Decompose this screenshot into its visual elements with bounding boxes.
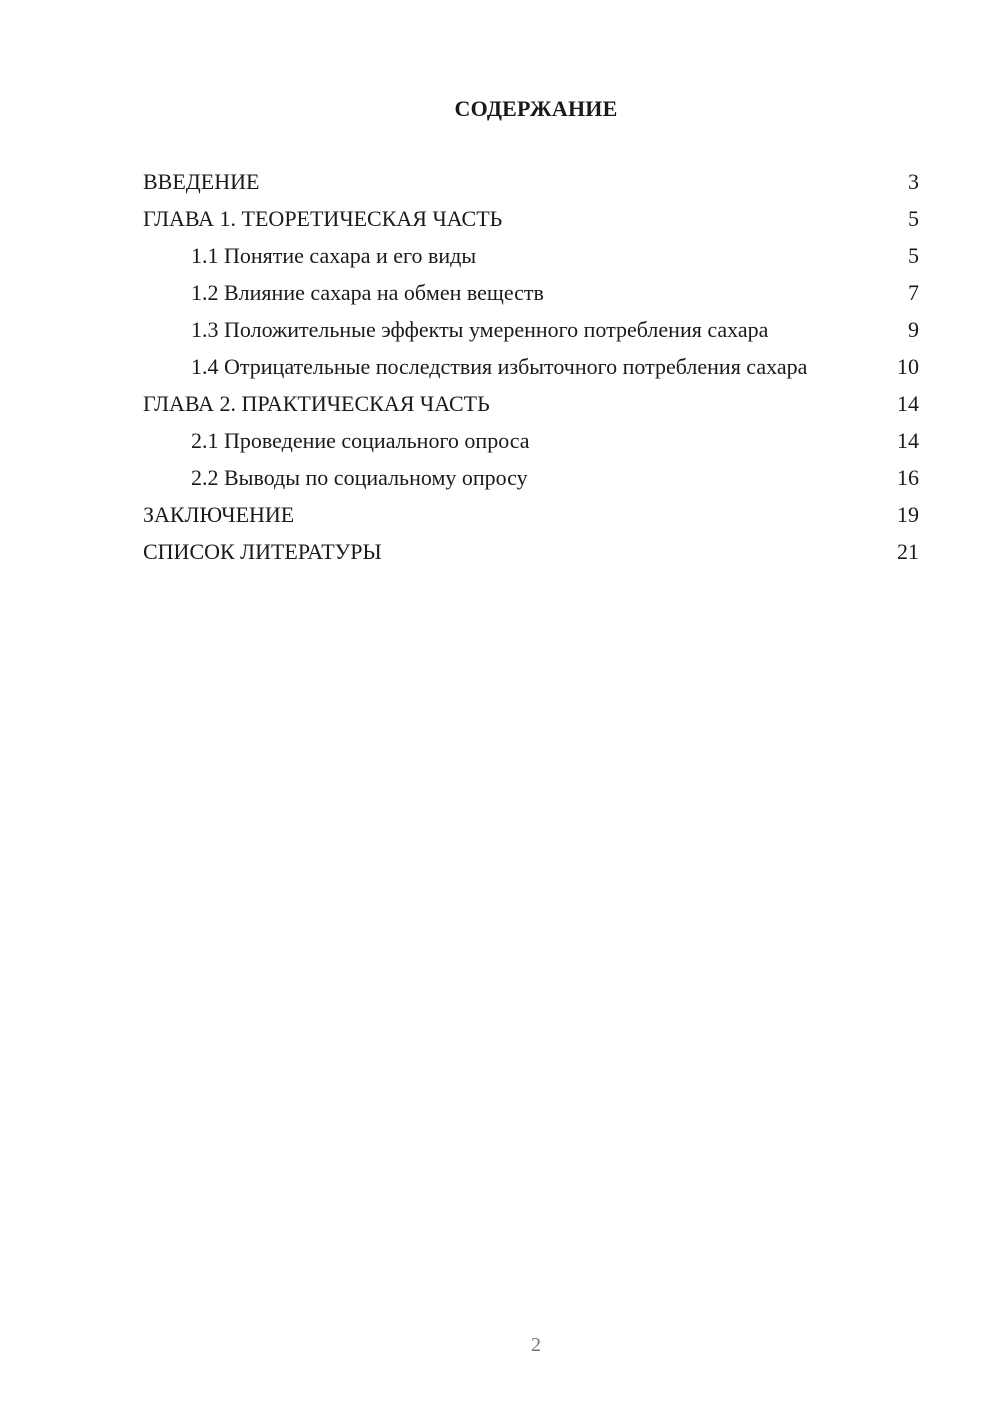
toc-entry-page: 7 — [908, 280, 919, 305]
toc-entry-page: 14 — [897, 391, 919, 416]
toc-entry-section-1-2 — [143, 279, 919, 306]
toc-entry-section-1-3 — [143, 316, 919, 343]
toc-entry-chapter-1 — [143, 205, 919, 232]
page-title: СОДЕРЖАНИЕ — [454, 96, 618, 121]
toc-entry-page: 3 — [908, 169, 919, 194]
toc-entry-page: 10 — [897, 354, 919, 379]
toc-entry-page: 5 — [908, 206, 919, 231]
toc-entry-label: 1.2 Влияние сахара на обмен веществ — [191, 280, 544, 305]
toc-entry-page: 21 — [897, 539, 919, 564]
toc-entry-bibliography — [143, 538, 919, 565]
toc-entry-page: 14 — [897, 428, 919, 453]
toc-entry-label: ВВЕДЕНИЕ — [143, 169, 260, 194]
toc-entry-label: СПИСОК ЛИТЕРАТУРЫ — [143, 539, 382, 564]
toc-entry-label: 1.3 Положительные эффекты умеренного потребления сахара — [191, 317, 769, 342]
toc-entry-label: 1.1 Понятие сахара и его виды — [191, 243, 477, 268]
toc-entry-conclusion — [143, 501, 919, 528]
toc-entry-section-1-4 — [143, 353, 919, 380]
toc-entry-label: 2.2 Выводы по социальному опросу — [191, 465, 528, 490]
toc-entry-introduction — [143, 168, 919, 195]
toc-entry-page: 19 — [897, 502, 919, 527]
toc-entry-page: 9 — [908, 317, 919, 342]
toc-entry-chapter-2 — [143, 390, 919, 417]
toc-entry-section-2-1 — [143, 427, 919, 454]
toc-entry-label: ГЛАВА 1. ТЕОРЕТИЧЕСКАЯ ЧАСТЬ — [143, 206, 503, 231]
page-number: 2 — [531, 1334, 541, 1356]
toc-entry-label: ЗАКЛЮЧЕНИЕ — [143, 502, 295, 527]
toc-entry-section-2-2 — [143, 464, 919, 491]
table-of-contents — [143, 168, 919, 575]
toc-entry-page: 16 — [897, 465, 919, 490]
toc-entry-label: 1.4 Отрицательные последствия избыточного потребления сахара — [191, 354, 808, 379]
toc-entry-label: ГЛАВА 2. ПРАКТИЧЕСКАЯ ЧАСТЬ — [143, 391, 490, 416]
toc-entry-section-1-1 — [143, 242, 919, 269]
toc-entry-page: 5 — [908, 243, 919, 268]
toc-entry-label: 2.1 Проведение социального опроса — [191, 428, 530, 453]
